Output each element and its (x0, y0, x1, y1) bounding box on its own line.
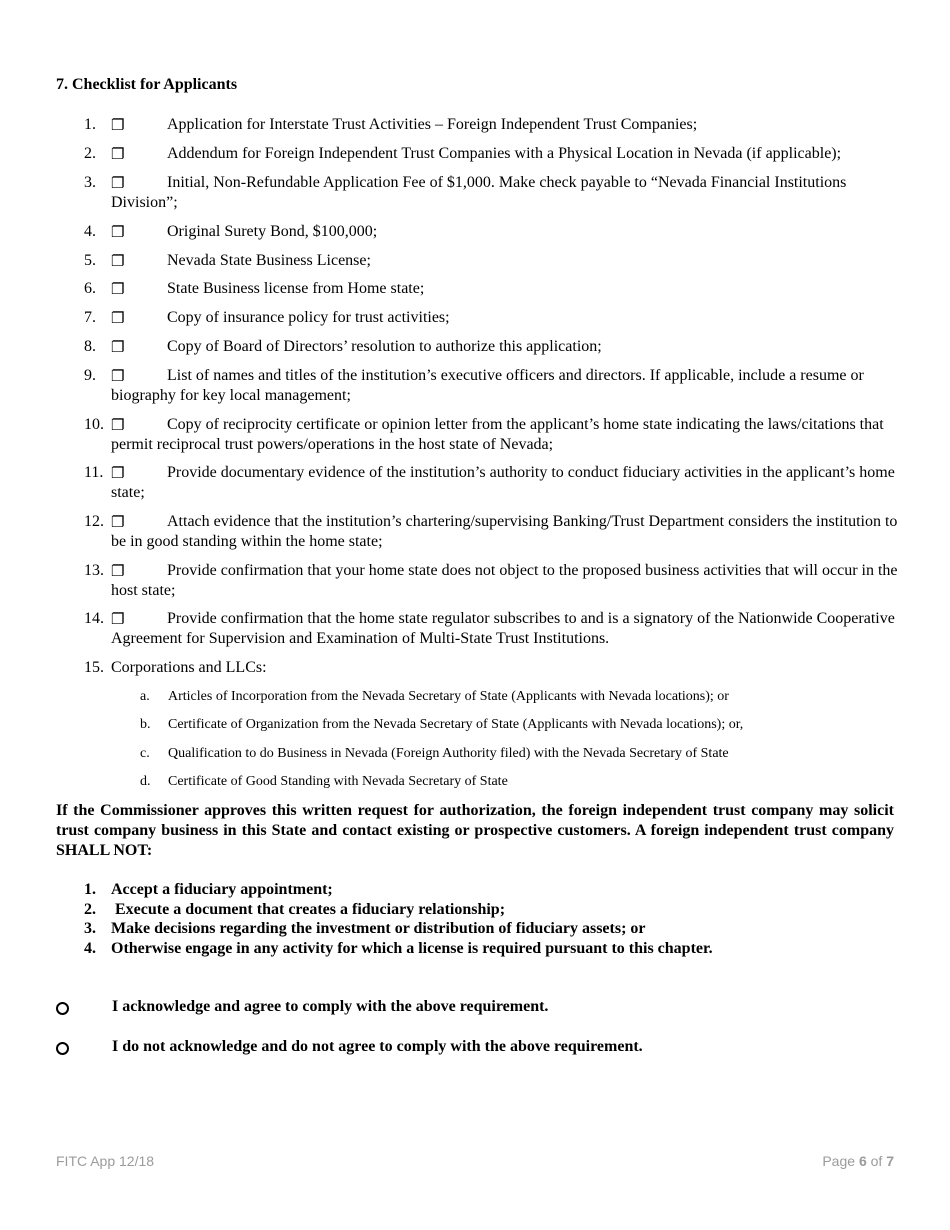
item-number: 14. (84, 610, 104, 627)
prohibition-text: Execute a document that creates a fiduciary relationship; (111, 901, 506, 918)
page-prefix: Page (822, 1153, 856, 1169)
sub-item-letter: d. (140, 774, 151, 789)
checklist-item (84, 222, 899, 242)
checklist-item (84, 144, 899, 164)
checkbox-icon[interactable]: ❐ (111, 280, 125, 298)
sub-item-letter: c. (140, 746, 150, 761)
prohibition-number: 4. (84, 940, 96, 957)
checkbox-icon[interactable]: ❐ (111, 513, 125, 531)
checkbox-icon[interactable]: ❐ (111, 610, 125, 628)
checkbox-icon[interactable]: ❐ (111, 338, 125, 356)
item-text: Corporations and LLCs: (111, 659, 267, 676)
footer-form-id: FITC App 12/18 (56, 1153, 155, 1169)
item-number: 1. (84, 116, 96, 133)
checkbox-icon[interactable]: ❐ (111, 562, 125, 580)
item-number: 15. (84, 659, 104, 676)
checkbox-icon[interactable]: ❐ (111, 174, 125, 192)
sub-item-text: Articles of Incorporation from the Nevada Secretary of State (Applicants with Nevada locations); or (168, 689, 729, 704)
prohibition-number: 2. (84, 901, 96, 918)
item-text: Nevada State Business License; (167, 252, 371, 269)
item-text: List of names and titles of the institution’s executive officers and directors. If applicable, include a resume or biography for key local management; (111, 367, 864, 404)
prohibition-text: Make decisions regarding the investment or distribution of fiduciary assets; or (111, 920, 646, 937)
checklist-item (84, 337, 899, 357)
item-number: 3. (84, 174, 96, 191)
item-number: 7. (84, 309, 96, 326)
item-number: 5. (84, 252, 96, 269)
checklist-item (84, 279, 899, 299)
checklist-item (84, 561, 899, 601)
checkbox-icon[interactable]: ❐ (111, 116, 125, 134)
prohibition-number: 3. (84, 920, 96, 937)
item-number: 8. (84, 338, 96, 355)
item-text: Copy of Board of Directors’ resolution to authorize this application; (167, 338, 602, 355)
checklist-item (84, 415, 899, 455)
item-text: Provide confirmation that the home state regulator subscribes to and is a signatory of the Nationwide Cooperative Agreement for Supervision and Examination of Multi-State Trust Institutions. (111, 610, 895, 647)
checkbox-icon[interactable]: ❐ (111, 309, 125, 327)
page-total: 7 (886, 1153, 894, 1169)
checkbox-icon[interactable]: ❐ (111, 367, 125, 385)
item-number: 6. (84, 280, 96, 297)
item-number: 10. (84, 416, 104, 433)
item-text: Copy of insurance policy for trust activities; (167, 309, 450, 326)
sub-item-text: Certificate of Organization from the Nevada Secretary of State (Applicants with Nevada locations); or, (168, 717, 744, 732)
item-text: Addendum for Foreign Independent Trust Companies with a Physical Location in Nevada (if applicable); (167, 145, 842, 162)
checklist-item (84, 366, 899, 406)
sub-item-text: Qualification to do Business in Nevada (Foreign Authority filed) with the Nevada Secretary of State (168, 746, 729, 761)
item-text: Original Surety Bond, $100,000; (167, 223, 378, 240)
checklist-item (84, 173, 899, 213)
page-current: 6 (858, 1153, 867, 1169)
checklist-item (84, 251, 899, 271)
radio-icon[interactable] (56, 1002, 69, 1015)
approval-paragraph: If the Commissioner approves this written request for authorization, the foreign independent trust company may solicit trust company business in this State and contact existing or prospective customers. A foreign independent trust company SHALL NOT: (56, 802, 894, 859)
checklist-item (84, 609, 899, 649)
item-number: 12. (84, 513, 104, 530)
prohibition-text: Otherwise engage in any activity for which a license is required pursuant to this chapter. (111, 940, 713, 957)
checkbox-icon[interactable]: ❐ (111, 464, 125, 482)
page-of: of (870, 1153, 883, 1169)
item-number: 11. (84, 464, 104, 481)
item-text: Copy of reciprocity certificate or opinion letter from the applicant’s home state indicating the laws/citations that permit reciprocal trust powers/operations in the host state of Nevada; (111, 416, 884, 453)
checkbox-icon[interactable]: ❐ (111, 416, 125, 434)
item-text: Provide documentary evidence of the institution’s authority to conduct fiduciary activities in the applicant’s home state; (111, 464, 895, 501)
prohibition-text: Accept a fiduciary appointment; (111, 881, 333, 898)
checklist-item (84, 115, 899, 135)
item-text: Initial, Non-Refundable Application Fee of $1,000. Make check payable to “Nevada Financial Institutions Division”; (111, 174, 847, 211)
item-number: 2. (84, 145, 96, 162)
checklist-item (84, 308, 899, 328)
item-number: 13. (84, 562, 104, 579)
item-text: Application for Interstate Trust Activities – Foreign Independent Trust Companies; (167, 116, 698, 133)
checkbox-icon[interactable]: ❐ (111, 252, 125, 270)
sub-item-letter: a. (140, 689, 150, 704)
section-title: 7. Checklist for Applicants (56, 76, 238, 93)
checkbox-icon[interactable]: ❐ (111, 223, 125, 241)
prohibition-number: 1. (84, 881, 96, 898)
footer-page-number (822, 1153, 894, 1169)
checklist-item (84, 512, 899, 552)
item-text: State Business license from Home state; (167, 280, 425, 297)
checklist-item (84, 658, 899, 678)
item-number: 9. (84, 367, 96, 384)
decline-text: I do not acknowledge and do not agree to comply with the above requirement. (112, 1038, 643, 1055)
radio-icon[interactable] (56, 1042, 69, 1055)
sub-item-letter: b. (140, 717, 151, 732)
item-text: Provide confirmation that your home state does not object to the proposed business activities that will occur in the host state; (111, 562, 898, 599)
checkbox-icon[interactable]: ❐ (111, 145, 125, 163)
acknowledge-text: I acknowledge and agree to comply with the above requirement. (112, 998, 549, 1015)
sub-item-text: Certificate of Good Standing with Nevada Secretary of State (168, 774, 508, 789)
checklist-item (84, 463, 899, 503)
item-text: Attach evidence that the institution’s chartering/supervising Banking/Trust Department considers the institution to be in good standing within the home state; (111, 513, 898, 550)
item-number: 4. (84, 223, 96, 240)
